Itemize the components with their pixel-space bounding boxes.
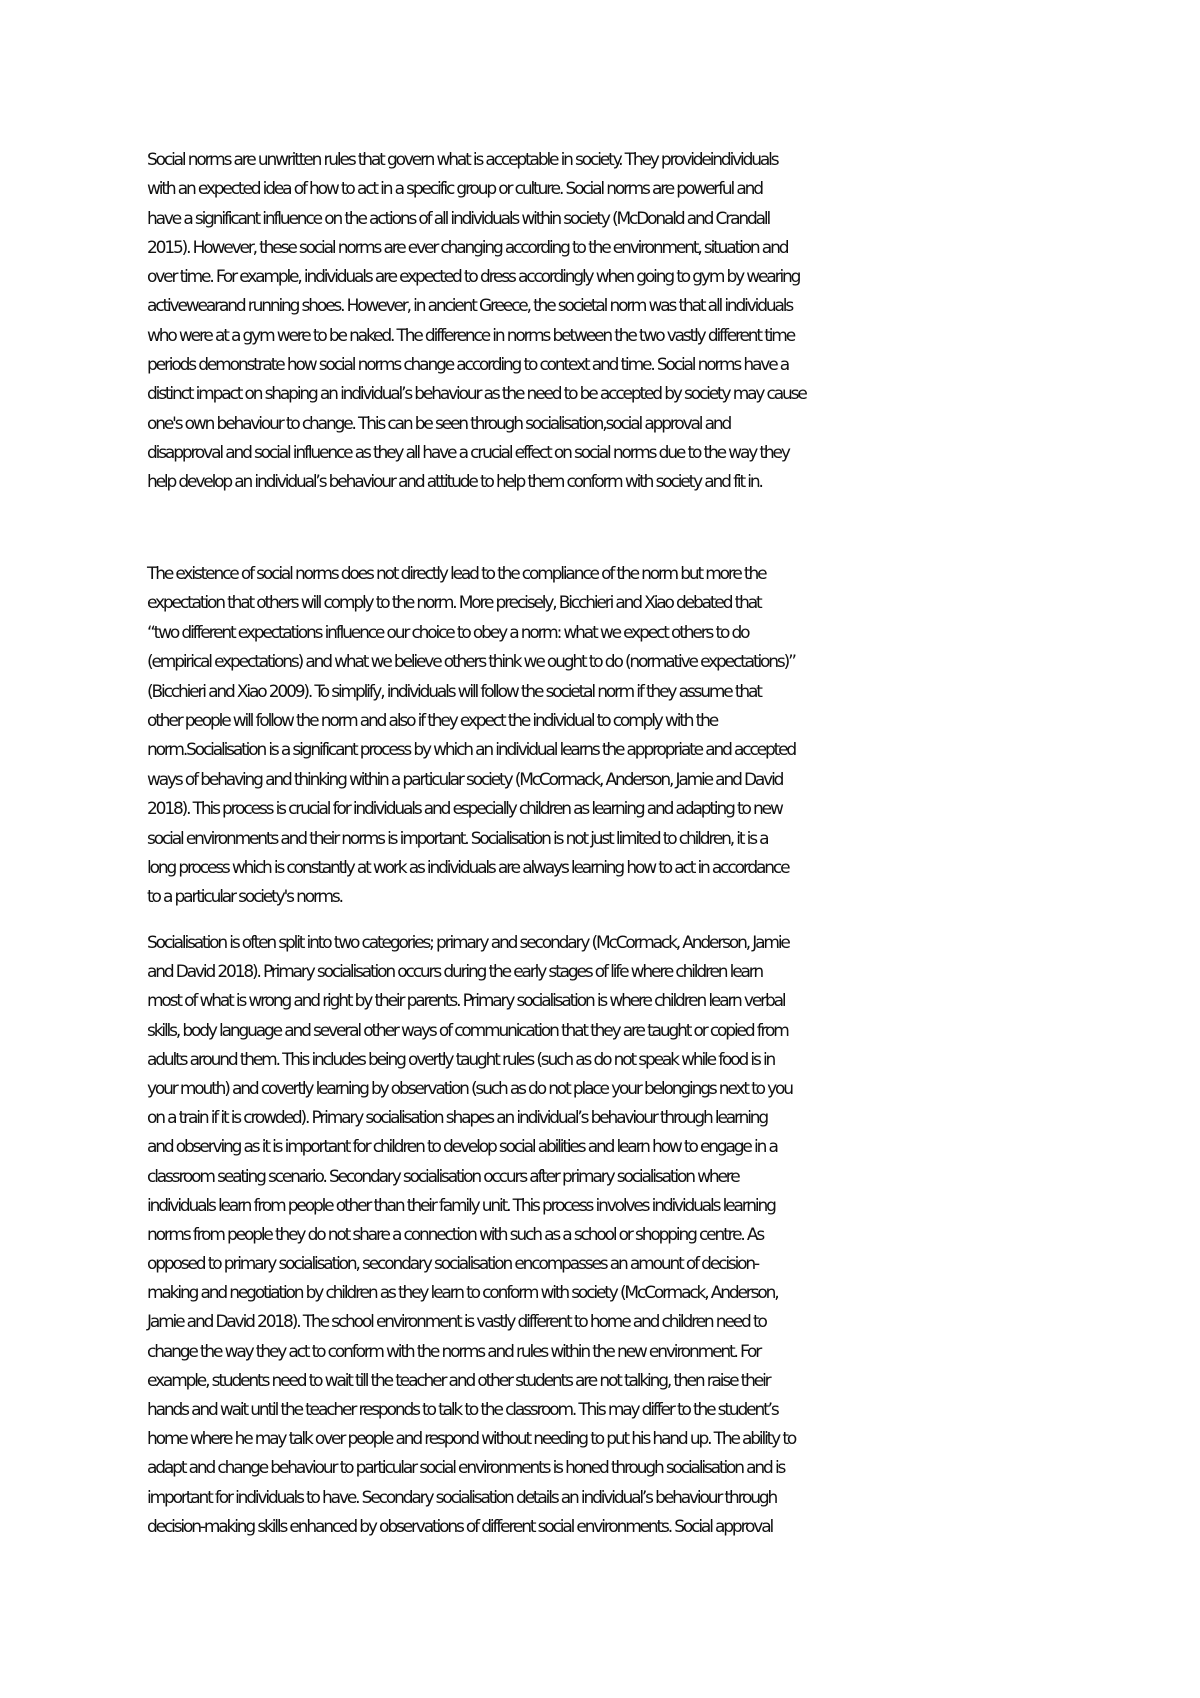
text-line: adapt and change behaviour to particular social environments is honed through socialisation and is [147, 1458, 785, 1479]
text-line: hands and wait until the teacher responds to talk to the classroom. This may differ to the student’s [147, 1400, 778, 1420]
paragraph-social-norms-intro [147, 146, 1067, 498]
text-line: change the way they act to conform with the norms and rules within the new environment. For [147, 1341, 761, 1362]
text-line: disapproval and social influence as they all have a crucial effect on social norms due to the way they [147, 442, 789, 463]
text-line: have a significant influence on the actions of all individuals within society (McDonald and Crandall [147, 208, 770, 229]
text-line: skills, body language and several other ways of communication that they are taught or copied from [147, 1020, 788, 1041]
text-line: example, students need to wait till the teacher and other students are not talking, then raise their [147, 1370, 770, 1391]
text-line: individuals learn from people other than their family unit. This process involves individuals learning [147, 1195, 775, 1216]
text-line: to a particular society's norms. [147, 887, 342, 908]
text-line: your mouth) and covertly learning by observation (such as do not place your belongings next to you [147, 1078, 792, 1099]
text-line: distinct impact on shaping an individual’s behaviour as the need to be accepted by society may cause [147, 384, 806, 405]
text-line: on a train if it is crowded). Primary socialisation shapes an individual’s behaviour through learning [147, 1108, 768, 1129]
text-line: Social norms are unwritten rules that govern what is acceptable in society. They provideindividuals [147, 150, 778, 170]
text-line: long process which is constantly at work as individuals are always learning how to act in accordance [147, 857, 789, 878]
text-line: The existence of social norms does not directly lead to the compliance of the norm but more the [147, 564, 766, 584]
text-line: (Bicchieri and Xiao 2009). To simplify, individuals will follow the societal norm if they assume that [147, 681, 761, 702]
text-line: and observing as it is important for children to develop social abilities and learn how to engage in a [147, 1137, 777, 1158]
text-line: classroom seating scenario. Secondary socialisation occurs after primary socialisation where [147, 1166, 739, 1187]
text-line: over time. For example, individuals are expected to dress accordingly when going to gym by wearing [147, 267, 800, 288]
text-line: periods demonstrate how social norms change according to context and time. Social norms have a [147, 355, 789, 376]
text-line: Socialisation is often split into two categories; primary and secondary (McCormack, Anderson, Jamie [147, 933, 789, 953]
text-line: most of what is wrong and right by their parents. Primary socialisation is where children learn verbal [147, 991, 785, 1012]
text-line: activewearand running shoes. However, in ancient Greece, the societal norm was that all individuals [147, 296, 793, 317]
text-line: important for individuals to have. Secondary socialisation details an individual’s behaviour through [147, 1487, 777, 1508]
text-line: norm.Socialisation is a significant process by which an individual learns the appropriate and accepted [147, 740, 796, 761]
text-line: expectation that others will comply to the norm. More precisely, Bicchieri and Xiao debated that [147, 593, 761, 614]
paragraph-norm-expectations [147, 560, 1067, 913]
paragraph-socialisation-categories [147, 929, 1067, 1542]
text-line: norms from people they do not share a connection with such as a school or shopping centre. As [147, 1224, 764, 1245]
text-line: Jamie and David 2018). The school environment is vastly different to home and children need to [147, 1312, 766, 1333]
text-line: adults around them. This includes being overtly taught rules (such as do not speak while food is in [147, 1049, 775, 1070]
text-line: social environments and their norms is important. Socialisation is not just limited to children, it is a [147, 828, 768, 849]
text-line: “two different expectations influence our choice to obey a norm: what we expect others to do [147, 622, 749, 643]
text-line: one's own behaviour to change. This can be seen through socialisation,social approval and [147, 413, 731, 434]
text-line: decision-making skills enhanced by observations of different social environments. Social approval [147, 1516, 773, 1537]
text-line: who were at a gym were to be naked. The difference in norms between the two vastly different time [147, 325, 795, 346]
text-line: (empirical expectations) and what we believe others think we ought to do (normative expectations)” [147, 652, 795, 673]
text-line: opposed to primary socialisation, secondary socialisation encompasses an amount of decision- [147, 1254, 759, 1275]
text-line: help develop an individual’s behaviour and attitude to help them conform with society and fit in. [147, 472, 762, 493]
text-line: home where he may talk over people and respond without needing to put his hand up. The ability to [147, 1429, 796, 1450]
text-line: with an expected idea of how to act in a specific group or culture. Social norms are powerful and [147, 179, 762, 200]
text-line: other people will follow the norm and also if they expect the individual to comply with the [147, 710, 718, 731]
text-line: ways of behaving and thinking within a particular society (McCormack, Anderson, Jamie and David [147, 769, 783, 790]
text-line: 2018). This process is crucial for individuals and especially children as learning and adapting to new [147, 799, 782, 820]
text-line: 2015). However, these social norms are ever changing according to the environment, situation and [147, 237, 788, 258]
text-line: and David 2018). Primary socialisation occurs during the early stages of life where children learn [147, 962, 762, 983]
text-line: making and negotiation by children as they learn to conform with society (McCormack, Anderson, [147, 1283, 778, 1304]
